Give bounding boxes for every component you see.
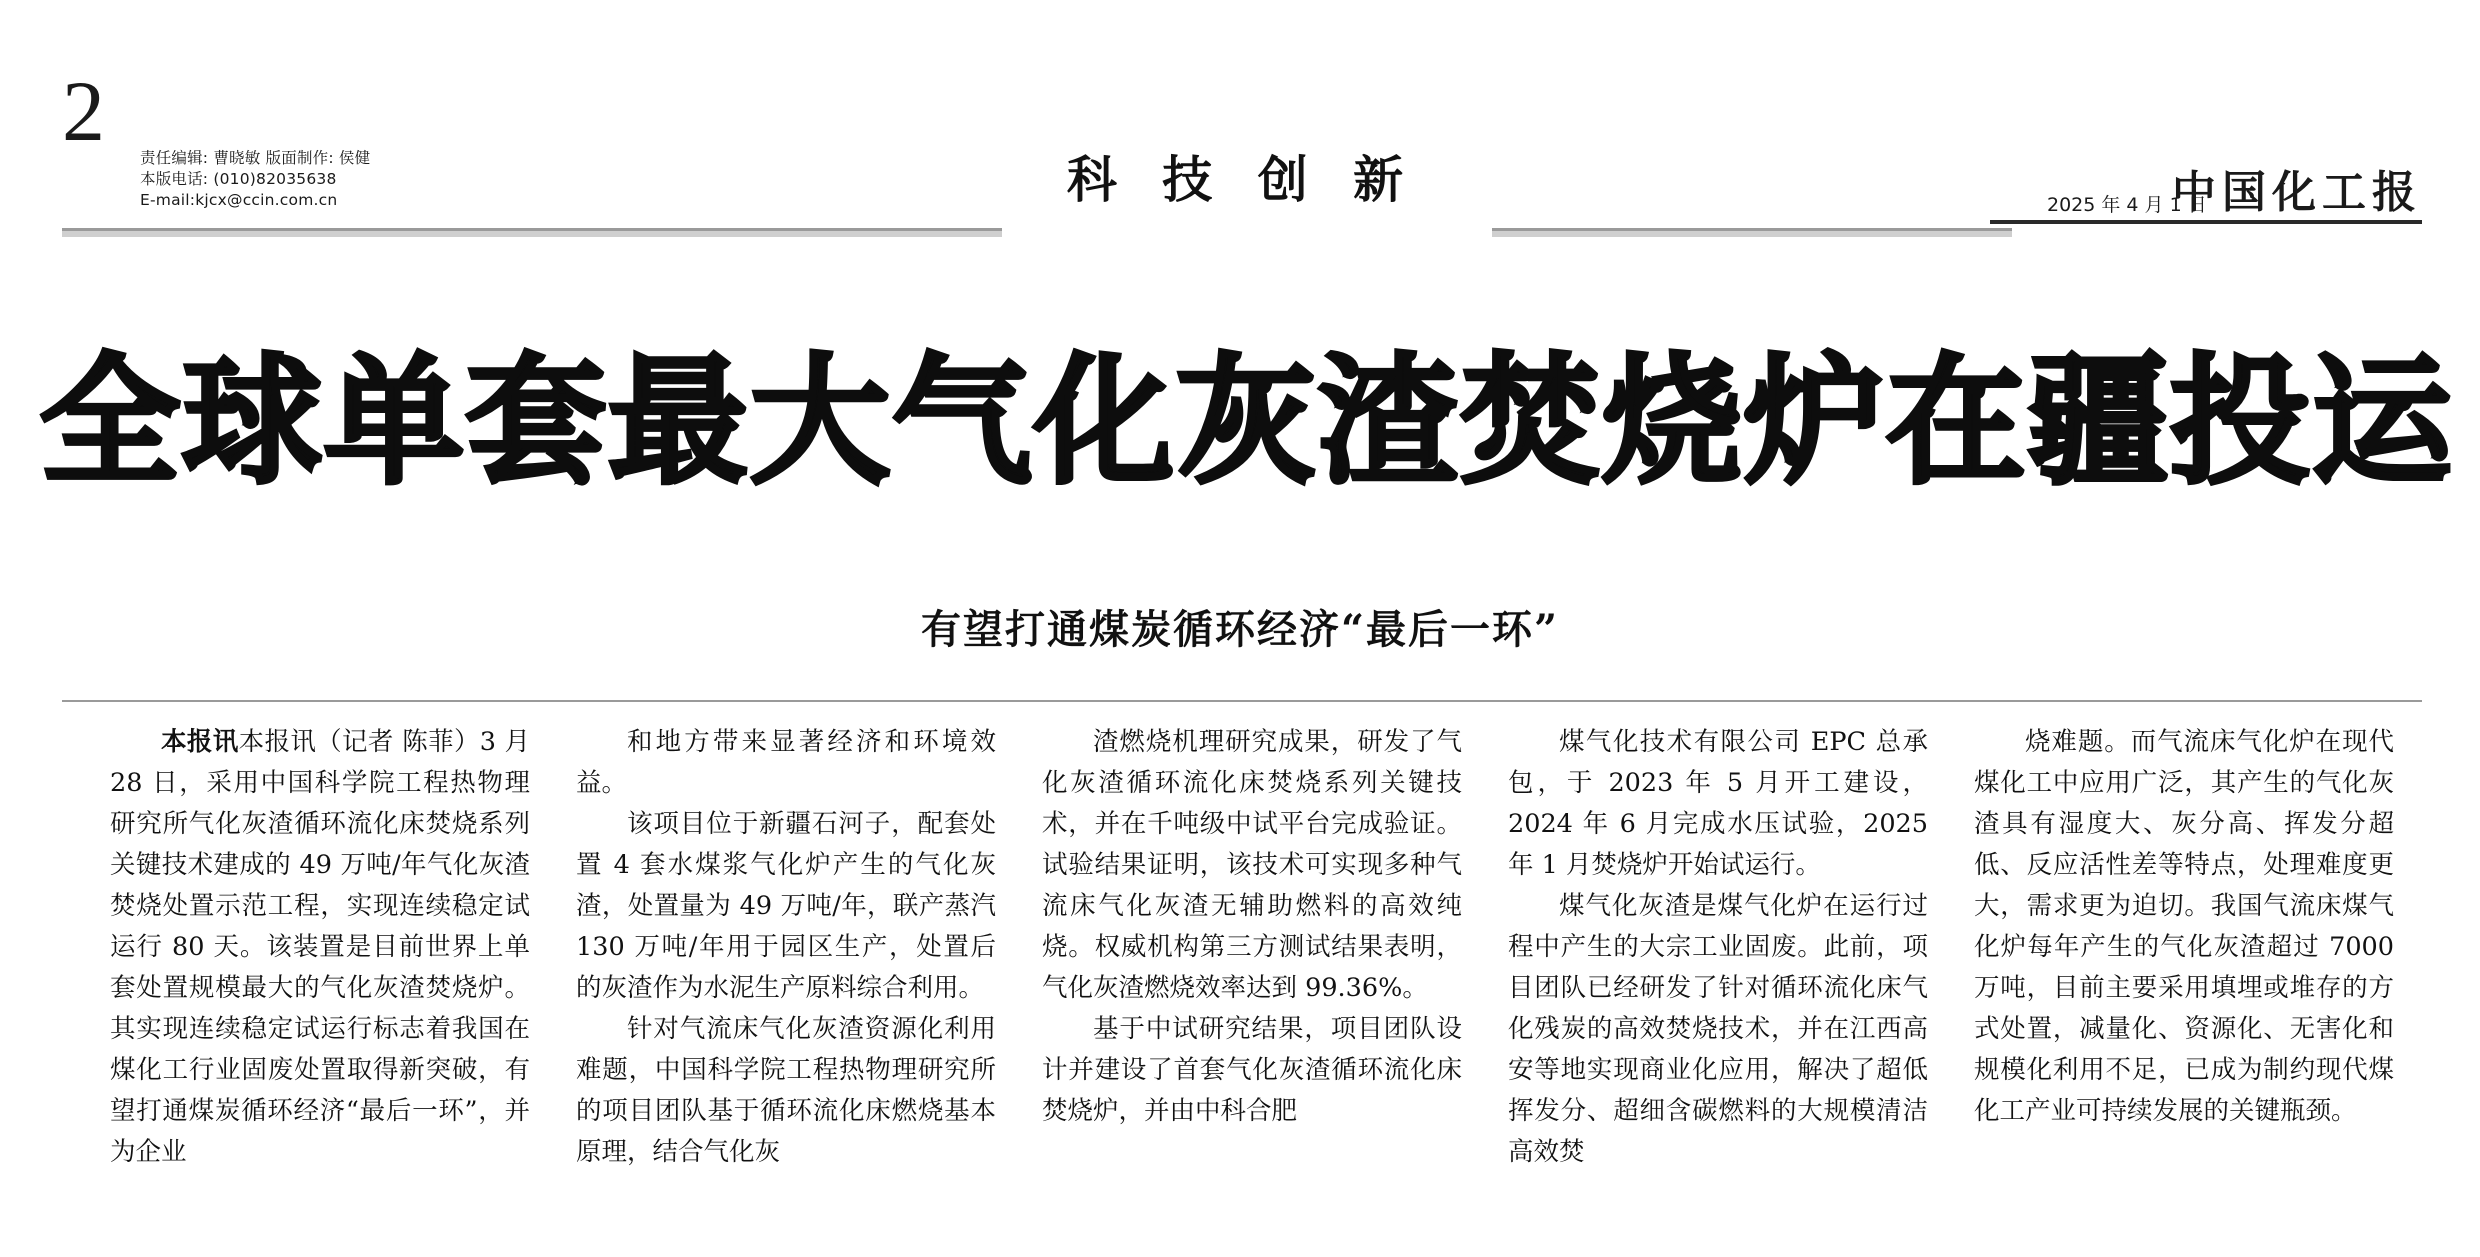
paragraph-text: 针对气流床气化灰渣资源化利用难题，中国科学院工程热物理研究所的项目团队基于循环流化床燃烧基本原理，结合气化灰 bbox=[576, 1014, 996, 1167]
paragraph-text: 煤气化技术有限公司 EPC 总承包，于 2023 年 5 月开工建设，2024 年 6 月完成水压试验，2025 年 1 月焚烧炉开始试运行。 bbox=[1508, 727, 1928, 880]
article-body bbox=[110, 722, 2410, 1173]
paragraph-text: 本报讯（记者 陈菲）3 月 28 日，采用中国科学院工程热物理研究所气化灰渣循环流化床焚烧系列关键技术建成的 49 万吨/年气化灰渣焚烧处置示范工程，实现连续稳定试运行 80 天。该装置是目前世界上单套处置规模最大的气化灰渣焚烧炉。其实现连续稳定试运行标志着我国在煤化工行业固废处置取得新突破，有望打通煤炭循环经济“最后一环”，并为企业 bbox=[110, 727, 530, 1167]
paper-logo: 中国化工报 bbox=[2172, 167, 2422, 218]
article-column-1 bbox=[110, 722, 530, 1173]
paragraph bbox=[1042, 1009, 1462, 1132]
article-column-4 bbox=[1508, 722, 1928, 1173]
body-top-rule bbox=[62, 700, 2422, 702]
paragraph bbox=[576, 722, 996, 804]
paper-logo-underline bbox=[1990, 220, 2422, 224]
paragraph bbox=[110, 722, 530, 1173]
credits-line-2: 本版电话: (010)82035638 bbox=[140, 170, 337, 188]
paragraph bbox=[1508, 886, 1928, 1173]
paragraph-text: 该项目位于新疆石河子，配套处置 4 套水煤浆气化炉产生的气化灰渣，处置量为 49 万吨/年，联产蒸汽 130 万吨/年用于园区生产，处置后的灰渣作为水泥生产原料综合利用。 bbox=[576, 809, 996, 1003]
paragraph bbox=[1042, 722, 1462, 1009]
paragraph bbox=[576, 804, 996, 1009]
issue-date: 2025 年 4 月 1 日 bbox=[2047, 194, 2207, 216]
paragraph-text: 和地方带来显著经济和环境效益。 bbox=[576, 727, 996, 798]
masthead-rule-left bbox=[62, 228, 1002, 237]
article-column-5 bbox=[1974, 722, 2394, 1173]
masthead-rule-right bbox=[1492, 228, 2012, 237]
article-column-2 bbox=[576, 722, 996, 1173]
paragraph-text: 基于中试研究结果，项目团队设计并建设了首套气化灰渣循环流化床焚烧炉，并由中科合肥 bbox=[1042, 1014, 1462, 1126]
paragraph bbox=[1508, 722, 1928, 886]
lead-in-label: 本报讯 bbox=[161, 727, 239, 757]
subheadline: 有望打通煤炭循环经济“最后一环” bbox=[920, 606, 1559, 653]
paragraph bbox=[1974, 722, 2394, 1132]
section-title: 科 技 创 新 bbox=[1066, 150, 1418, 209]
credits-line-3: E-mail:kjcx@ccin.com.cn bbox=[140, 191, 338, 209]
paragraph bbox=[576, 1009, 996, 1173]
paragraph-text: 烧难题。而气流床气化炉在现代煤化工中应用广泛，其产生的气化灰渣具有湿度大、灰分高、挥发分超低、反应活性差等特点，处理难度更大，需求更为迫切。我国气流床煤气化炉每年产生的气化灰渣超过 7000 万吨，目前主要采用填埋或堆存的方式处置，减量化、资源化、无害化和规模化利用不足，已成为制约现代煤化工产业可持续发展的关键瓶颈。 bbox=[1974, 727, 2394, 1126]
headline: 全球单套最大气化灰渣焚烧炉在疆投运 bbox=[40, 341, 2455, 504]
masthead bbox=[62, 63, 2422, 218]
page-number: 2 bbox=[62, 63, 105, 159]
paragraph-text: 渣燃烧机理研究成果，研发了气化灰渣循环流化床焚烧系列关键技术，并在千吨级中试平台完成验证。试验结果证明，该技术可实现多种气流床气化灰渣无辅助燃料的高效纯烧。权威机构第三方测试结果表明，气化灰渣燃烧效率达到 99.36%。 bbox=[1042, 727, 1462, 1003]
article-column-3 bbox=[1042, 722, 1462, 1173]
credits-line-1: 责任编辑: 曹晓敏 版面制作: 侯健 bbox=[140, 149, 371, 167]
paragraph-text: 煤气化灰渣是煤气化炉在运行过程中产生的大宗工业固废。此前，项目团队已经研发了针对循环流化床气化残炭的高效焚烧技术，并在江西高安等地实现商业化应用，解决了超低挥发分、超细含碳燃料的大规模清洁高效焚 bbox=[1508, 891, 1928, 1167]
